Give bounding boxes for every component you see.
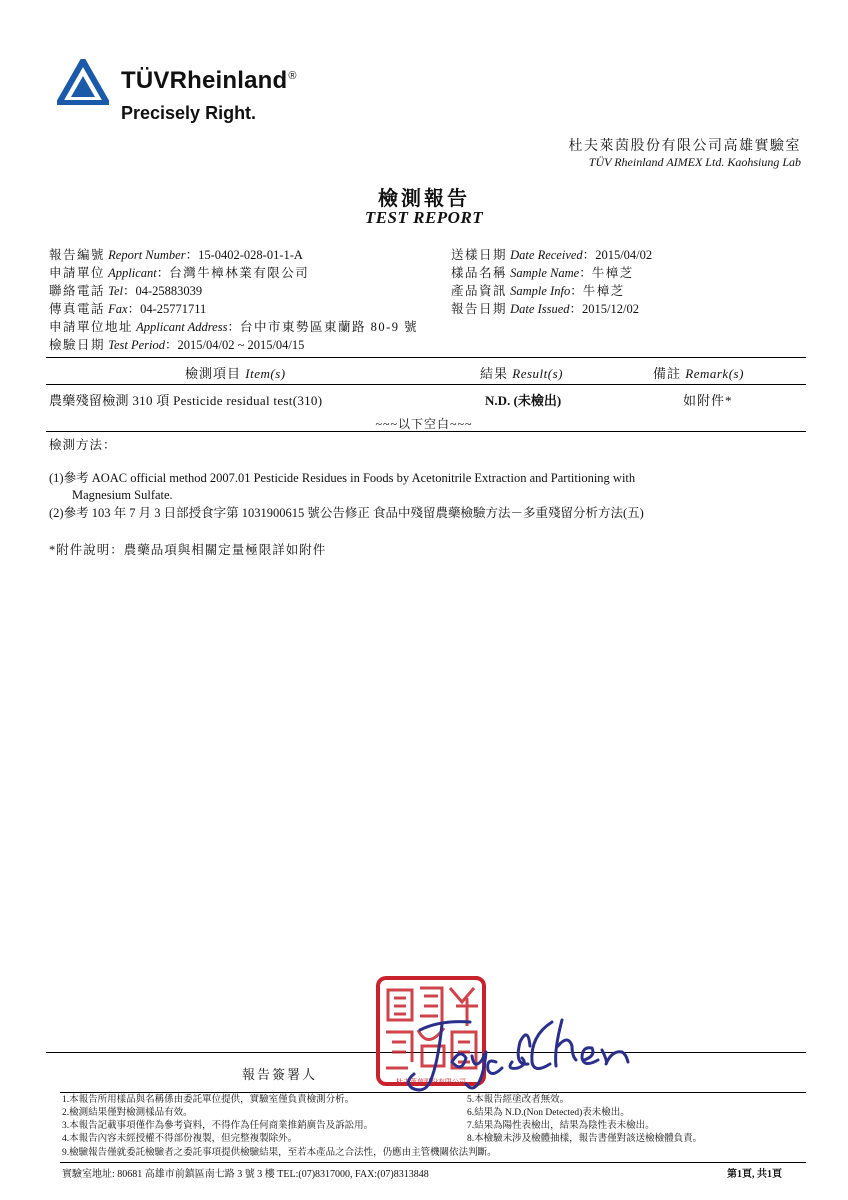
info-applicant: 申請單位 Applicant：台灣牛樟林業有限公司 [49, 266, 310, 280]
handwritten-signature-icon [380, 1010, 630, 1100]
notes-left [62, 1094, 373, 1146]
method-item-2: (2)參考 103 年 7 月 3 日部授食字第 1031900615 號公告修正 食品中殘留農藥檢驗方法－多重殘留分析方法(五) [49, 506, 644, 520]
attachment-note: *附件說明：農藥品項與相關定量極限詳如附件 [49, 543, 327, 557]
table-header-rule [46, 384, 806, 385]
header-remarks: 備註 Remark(s) [653, 366, 744, 381]
table-top-rule [46, 357, 806, 358]
table-row-item: 農藥殘留檢測 310 項 Pesticide residual test(310) [49, 393, 323, 408]
note-item: 3.本報告記載事項僅作為參考資料，不得作為任何商業推銷廣告及訴訟用。 [62, 1121, 374, 1131]
tuv-logo-triangle-icon [57, 59, 109, 105]
notes-right [467, 1094, 702, 1146]
brand-name: TÜVRheinland® [121, 67, 297, 94]
header-items: 檢測項目 Item(s) [185, 366, 286, 381]
info-left-block [49, 246, 418, 354]
method-item-1-cont: Magnesium Sulfate. [72, 488, 173, 502]
method-heading: 檢測方法： [49, 438, 117, 452]
note-item: 4.本報告內容未經授權不得部份複製，但完整複製除外。 [62, 1134, 298, 1144]
note-item: 2.檢測結果僅對檢測樣品有效。 [62, 1108, 193, 1118]
table-row-remark: 如附件* [683, 393, 733, 408]
seal-text: 杜夫萊茵股份有限公司 [396, 1078, 466, 1086]
lab-name-en: TÜV Rheinland AIMEX Ltd. Kaohsiung Lab [588, 155, 801, 169]
method-item-1: (1)參考 AOAC official method 2007.01 Pesticide Residues in Foods by Acetonitrile Extraction and Partitioning with [49, 471, 636, 485]
info-date-received: 送樣日期 Date Received：2015/04/02 [451, 248, 653, 262]
table-row-result: N.D. (未檢出) [485, 393, 562, 408]
info-test-period: 檢驗日期 Test Period：2015/04/02 ~ 2015/04/15 [49, 338, 305, 352]
end-marker: ~~~以下空白~~~ [375, 417, 473, 431]
info-sample-info: 產品資訊 Sample Info：牛樟芝 [451, 284, 625, 298]
info-fax: 傳真電話 Fax：04-25771711 [49, 302, 207, 316]
header-results: 結果 Result(s) [480, 366, 563, 381]
note-item: 7.結果為陽性表檢出，結果為陰性表未檢出。 [467, 1121, 655, 1131]
info-right-block [451, 246, 652, 318]
note-item: 5.本報告經塗改者無效。 [467, 1095, 570, 1105]
lab-name-zh: 杜夫萊茵股份有限公司高雄實驗室 [568, 139, 801, 154]
note-item-9: 9.檢驗報告僅就委託檢驗者之委託事項提供檢驗結果，至若本產品之合法性，仍應由主管機關依法判斷。 [62, 1148, 497, 1158]
notes-top-rule [60, 1092, 806, 1093]
info-tel: 聯絡電話 Tel：04-25883039 [49, 284, 203, 298]
table-bottom-rule [46, 431, 806, 432]
signature-label: 報告簽署人 [242, 1067, 318, 1082]
lab-address: 實驗室地址: 80681 高雄市前鎮區南七路 3 號 3 樓 TEL:(07)8317000, FAX:(07)8313848 [62, 1169, 429, 1180]
info-sample-name: 樣品名稱 Sample Name：牛樟芝 [451, 266, 634, 280]
note-item: 8.本檢驗未涉及檢體抽樣，報告書僅對該送檢檢體負責。 [467, 1134, 703, 1144]
page-number: 第1頁, 共1頁 [727, 1169, 782, 1180]
note-item: 6.結果為 N.D.(Non Detected)表未檢出。 [467, 1108, 630, 1118]
report-title-zh: 檢測報告 [378, 188, 470, 210]
info-date-issued: 報告日期 Date Issued：2015/12/02 [451, 302, 639, 316]
report-title-en: TEST REPORT [364, 208, 484, 227]
notes-bottom-rule [60, 1162, 806, 1163]
note-item: 1.本報告所用樣品與名稱係由委託單位提供，實驗室僅負責檢測分析。 [62, 1095, 355, 1105]
info-applicant-address: 申請單位地址 Applicant Address：台中市東勢區東蘭路 80-9 號 [49, 320, 419, 334]
brand-tagline: Precisely Right. [121, 103, 257, 123]
info-report-number: 報告編號 Report Number：15-0402-028-01-1-A [49, 248, 303, 262]
